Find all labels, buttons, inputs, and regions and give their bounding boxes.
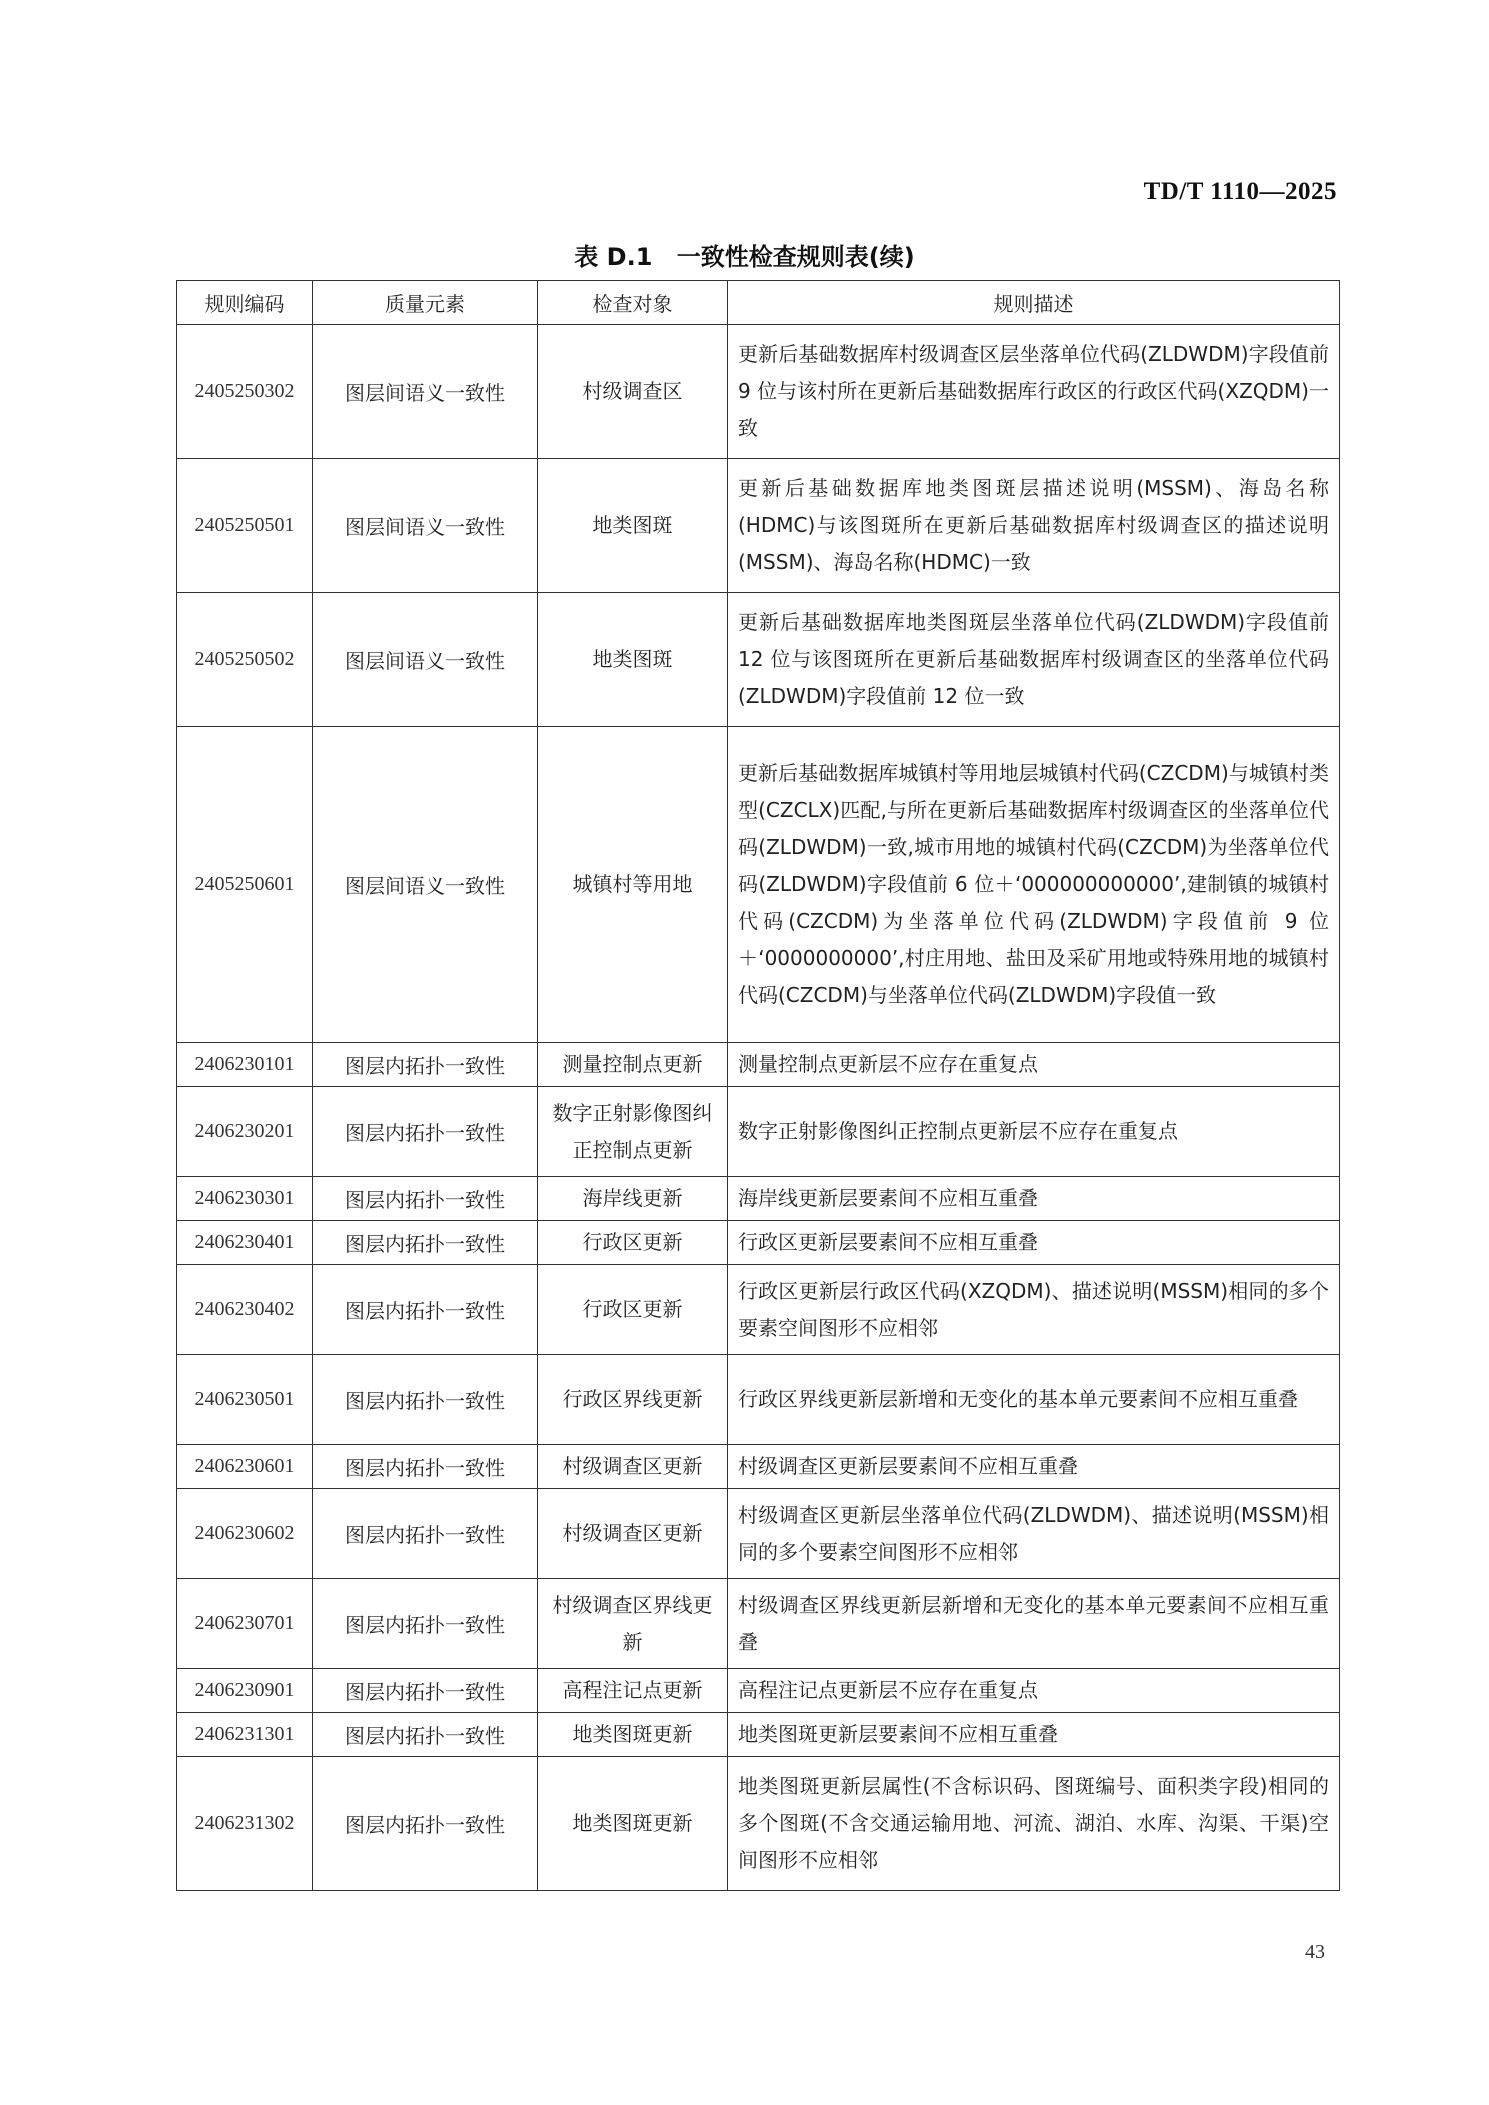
table-row [177, 1265, 1340, 1355]
table-row [177, 1713, 1340, 1757]
check-object: 数字正射影像图纠正控制点更新 [538, 1087, 728, 1177]
quality-element: 图层间语义一致性 [313, 727, 538, 1043]
quality-element: 图层内拓扑一致性 [313, 1489, 538, 1579]
rule-description: 地类图斑更新层要素间不应相互重叠 [728, 1713, 1340, 1757]
rule-description: 地类图斑更新层属性(不含标识码、图斑编号、面积类字段)相同的多个图斑(不含交通运输用地、河流、湖泊、水库、沟渠、干渠)空间图形不应相邻 [728, 1757, 1340, 1891]
quality-element: 图层内拓扑一致性 [313, 1177, 538, 1221]
table-row [177, 1445, 1340, 1489]
rule-code: 2406231301 [177, 1713, 313, 1757]
check-object: 城镇村等用地 [538, 727, 728, 1043]
table-row [177, 727, 1340, 1043]
table-row [177, 1579, 1340, 1669]
rule-description: 海岸线更新层要素间不应相互重叠 [728, 1177, 1340, 1221]
check-object: 行政区界线更新 [538, 1355, 728, 1445]
column-header-element: 质量元素 [313, 281, 538, 325]
table-row [177, 1087, 1340, 1177]
rule-description: 行政区更新层要素间不应相互重叠 [728, 1221, 1340, 1265]
table-row [177, 1221, 1340, 1265]
quality-element: 图层内拓扑一致性 [313, 1579, 538, 1669]
table-title-text: 一致性检查规则表(续) [676, 243, 915, 271]
quality-element: 图层间语义一致性 [313, 459, 538, 593]
rule-description: 村级调查区更新层坐落单位代码(ZLDWDM)、描述说明(MSSM)相同的多个要素空间图形不应相邻 [728, 1489, 1340, 1579]
quality-element: 图层内拓扑一致性 [313, 1043, 538, 1087]
rules-table [176, 280, 1340, 1891]
rule-description: 高程注记点更新层不应存在重复点 [728, 1669, 1340, 1713]
rule-description: 更新后基础数据库地类图斑层描述说明(MSSM)、海岛名称(HDMC)与该图斑所在更新后基础数据库村级调查区的描述说明(MSSM)、海岛名称(HDMC)一致 [728, 459, 1340, 593]
rule-description: 测量控制点更新层不应存在重复点 [728, 1043, 1340, 1087]
quality-element: 图层间语义一致性 [313, 593, 538, 727]
quality-element: 图层内拓扑一致性 [313, 1265, 538, 1355]
check-object: 村级调查区 [538, 325, 728, 459]
check-object: 行政区更新 [538, 1265, 728, 1355]
rule-description: 更新后基础数据库村级调查区层坐落单位代码(ZLDWDM)字段值前 9 位与该村所在更新后基础数据库行政区的行政区代码(XZQDM)一致 [728, 325, 1340, 459]
quality-element: 图层内拓扑一致性 [313, 1713, 538, 1757]
page-number: 43 [1305, 1941, 1325, 1963]
table-title [0, 237, 1489, 272]
rule-code: 2406230101 [177, 1043, 313, 1087]
rule-code: 2406230402 [177, 1265, 313, 1355]
table-header-row [177, 281, 1340, 325]
rule-description: 村级调查区界线更新层新增和无变化的基本单元要素间不应相互重叠 [728, 1579, 1340, 1669]
rule-code: 2406230301 [177, 1177, 313, 1221]
rule-description: 数字正射影像图纠正控制点更新层不应存在重复点 [728, 1087, 1340, 1177]
check-object: 村级调查区更新 [538, 1489, 728, 1579]
rule-description: 更新后基础数据库城镇村等用地层城镇村代码(CZCDM)与城镇村类型(CZCLX)匹配,与所在更新后基础数据库村级调查区的坐落单位代码(ZLDWDM)一致,城市用地的城镇村代码(CZCDM)为坐落单位代码(ZLDWDM)字段值前 6 位＋‘000000000000’,建制镇的城镇村代码(CZCDM)为坐落单位代码(ZLDWDM)字段值前 9 位＋‘0000000000’,村庄用地、盐田及采矿用地或特殊用地的城镇村代码(CZCDM)与坐落单位代码(ZLDWDM)字段值一致 [728, 727, 1340, 1043]
rule-code: 2406230602 [177, 1489, 313, 1579]
rule-code: 2406230701 [177, 1579, 313, 1669]
table-row [177, 1355, 1340, 1445]
rule-description: 行政区更新层行政区代码(XZQDM)、描述说明(MSSM)相同的多个要素空间图形不应相邻 [728, 1265, 1340, 1355]
quality-element: 图层内拓扑一致性 [313, 1355, 538, 1445]
check-object: 地类图斑 [538, 593, 728, 727]
rule-code: 2406230201 [177, 1087, 313, 1177]
table-row [177, 1043, 1340, 1087]
rule-code: 2405250601 [177, 727, 313, 1043]
standard-code: TD/T 1110—2025 [1143, 178, 1337, 205]
rule-description: 村级调查区更新层要素间不应相互重叠 [728, 1445, 1340, 1489]
quality-element: 图层内拓扑一致性 [313, 1669, 538, 1713]
quality-element: 图层内拓扑一致性 [313, 1221, 538, 1265]
quality-element: 图层间语义一致性 [313, 325, 538, 459]
rule-code: 2406230401 [177, 1221, 313, 1265]
rule-code: 2406230501 [177, 1355, 313, 1445]
rule-code: 2405250302 [177, 325, 313, 459]
column-header-object: 检查对象 [538, 281, 728, 325]
table-row [177, 1177, 1340, 1221]
rule-description: 行政区界线更新层新增和无变化的基本单元要素间不应相互重叠 [728, 1355, 1340, 1445]
table-row [177, 1489, 1340, 1579]
rule-code: 2405250502 [177, 593, 313, 727]
check-object: 地类图斑更新 [538, 1713, 728, 1757]
check-object: 测量控制点更新 [538, 1043, 728, 1087]
table-title-prefix: 表 D.1 [574, 243, 653, 271]
quality-element: 图层内拓扑一致性 [313, 1757, 538, 1891]
table-row [177, 1669, 1340, 1713]
table-row [177, 325, 1340, 459]
rule-code: 2405250501 [177, 459, 313, 593]
column-header-code: 规则编码 [177, 281, 313, 325]
quality-element: 图层内拓扑一致性 [313, 1087, 538, 1177]
column-header-description: 规则描述 [728, 281, 1340, 325]
quality-element: 图层内拓扑一致性 [313, 1445, 538, 1489]
table-row [177, 459, 1340, 593]
table-row [177, 593, 1340, 727]
rule-code: 2406231302 [177, 1757, 313, 1891]
rule-description: 更新后基础数据库地类图斑层坐落单位代码(ZLDWDM)字段值前 12 位与该图斑所在更新后基础数据库村级调查区的坐落单位代码(ZLDWDM)字段值前 12 位一致 [728, 593, 1340, 727]
check-object: 高程注记点更新 [538, 1669, 728, 1713]
rule-code: 2406230601 [177, 1445, 313, 1489]
check-object: 村级调查区界线更新 [538, 1579, 728, 1669]
check-object: 地类图斑更新 [538, 1757, 728, 1891]
check-object: 行政区更新 [538, 1221, 728, 1265]
table-row [177, 1757, 1340, 1891]
check-object: 海岸线更新 [538, 1177, 728, 1221]
rule-code: 2406230901 [177, 1669, 313, 1713]
check-object: 地类图斑 [538, 459, 728, 593]
check-object: 村级调查区更新 [538, 1445, 728, 1489]
